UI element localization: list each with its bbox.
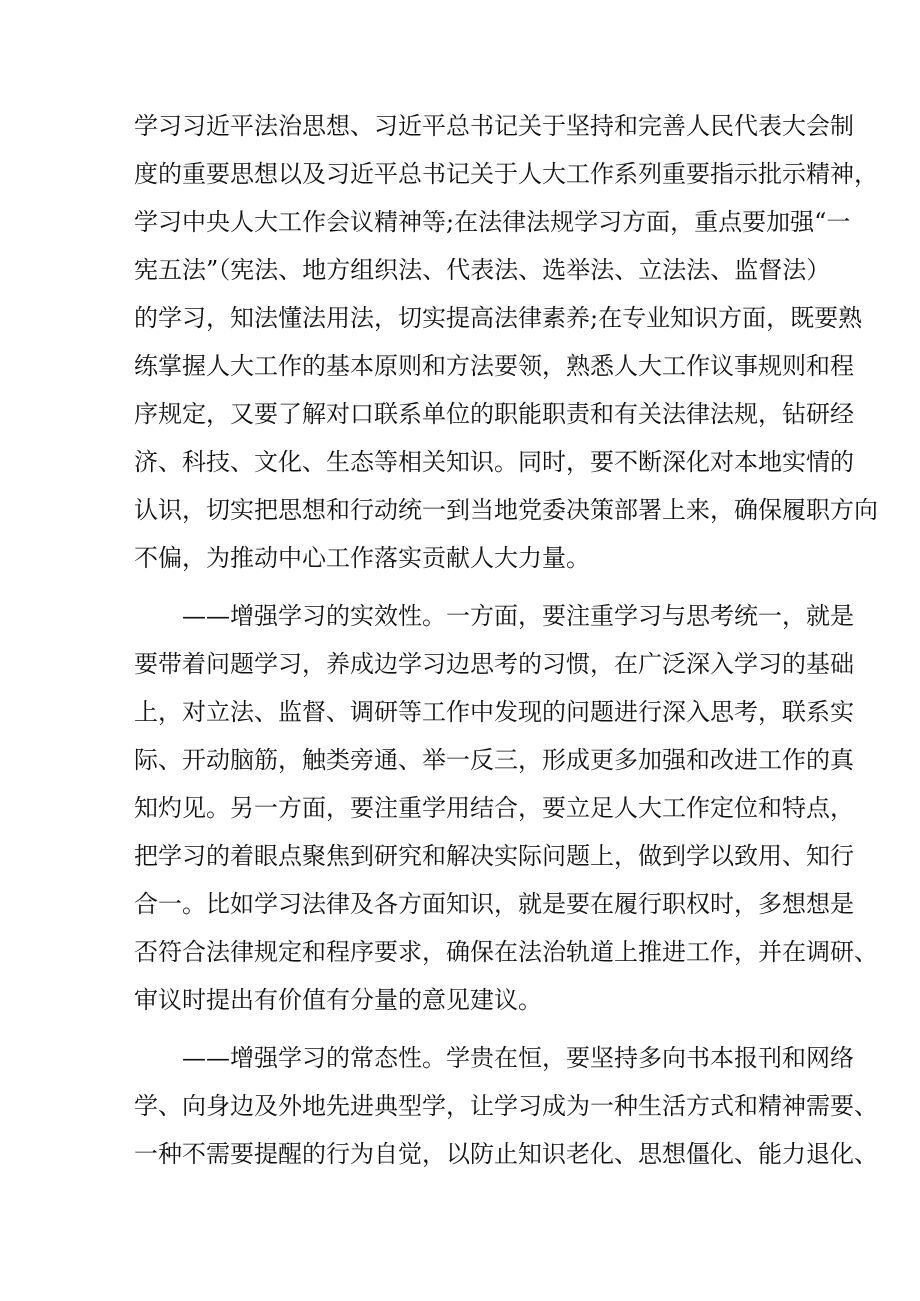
text-line: 把学习的着眼点聚焦到研究和解决实际问题上，做到学以致用、知行 (134, 842, 854, 870)
text-line: 知灼见。另一方面，要注重学用结合，要立足人大工作定位和特点， (134, 794, 854, 822)
text-line: 不偏，为推动中心工作落实贡献人大力量。 (134, 544, 590, 572)
text-line: 要带着问题学习，养成边学习边思考的习惯，在广泛深入学习的基础 (134, 650, 854, 678)
text-line: ——增强学习的实效性。一方面，要注重学习与思考统一，就是 (182, 602, 854, 630)
text-line: 序规定，又要了解对口联系单位的职能职责和有关法律法规，钻研经 (134, 400, 854, 428)
text-line: 否符合法律规定和程序要求，确保在法治轨道上推进工作，并在调研、 (134, 938, 878, 966)
text-line: 认识，切实把思想和行动统一到当地党委决策部署上来，确保履职方向 (134, 496, 878, 524)
text-line: 合一。比如学习法律及各方面知识，就是要在履行职权时，多想想是 (134, 890, 854, 918)
text-line: 学习中央人大工作会议精神等;在法律法规学习方面，重点要加强“一 (134, 208, 851, 236)
text-line: 济、科技、文化、生态等相关知识。同时，要不断深化对本地实情的 (134, 448, 854, 476)
text-line: 的学习，知法懂法用法，切实提高法律素养;在专业知识方面，既要熟 (134, 304, 863, 332)
text-line: 学、向身边及外地先进典型学，让学习成为一种生活方式和精神需要、 (134, 1092, 878, 1120)
text-line: 练掌握人大工作的基本原则和方法要领，熟悉人大工作议事规则和程 (134, 352, 854, 380)
text-line: ——增强学习的常态性。学贵在恒，要坚持多向书本报刊和网络 (182, 1044, 854, 1072)
text-line: 一种不需要提醒的行为自觉，以防止知识老化、思想僵化、能力退化、 (134, 1140, 878, 1168)
text-line: 学习习近平法治思想、习近平总书记关于坚持和完善人民代表大会制 (134, 112, 854, 140)
text-line: 度的重要思想以及习近平总书记关于人大工作系列重要指示批示精神， (134, 160, 878, 188)
text-line: 际、开动脑筋，触类旁通、举一反三，形成更多加强和改进工作的真 (134, 746, 854, 774)
text-line: 宪五法”（宪法、地方组织法、代表法、选举法、立法法、监督法） (134, 256, 831, 284)
text-line: 上，对立法、监督、调研等工作中发现的问题进行深入思考，联系实 (134, 698, 854, 726)
text-line: 审议时提出有价值有分量的意见建议。 (134, 986, 542, 1014)
